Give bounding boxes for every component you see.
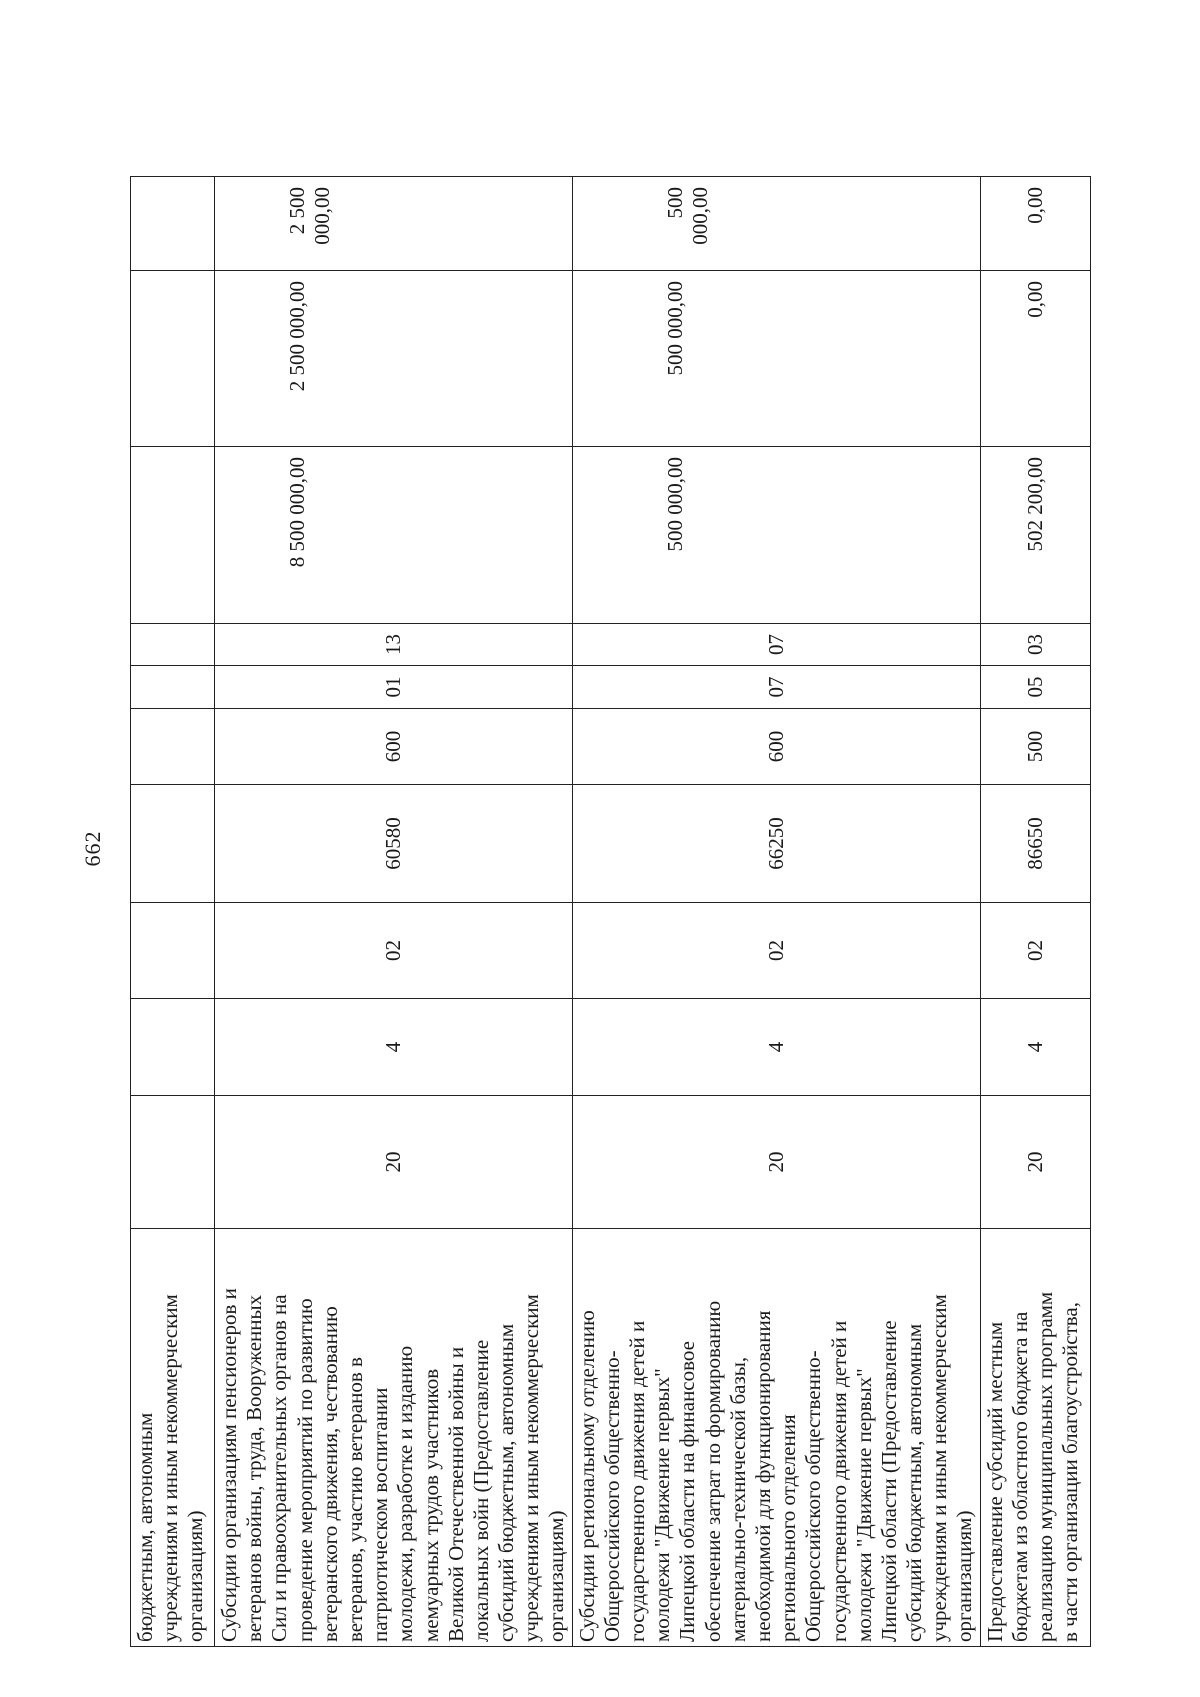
direction-cell: 60580	[215, 785, 573, 903]
amount-1-cell: 8 500 000,00	[215, 447, 573, 624]
subdivision-cell: 07	[572, 624, 980, 666]
program-cell	[131, 999, 215, 1096]
program-cell: 4	[572, 999, 980, 1096]
section-code-cell	[131, 1096, 215, 1229]
table-row	[215, 177, 573, 1647]
row-description: Субсидии организациям пенсионеров и ветеранов войны, труда, Вооруженных Сил и правоохранительных органов на проведение мероприятий по развитию ветеранского движения, чествованию ветеранов, участию ветеранов в патриотическом воспитании молодежи, разработке и изданию мемуарных трудов участников Великой Отечественной войны и локальных войн (Предоставление субсидий бюджетным, автономным учреждениям и иным некоммерческим организациям)	[215, 1229, 573, 1647]
page-number: 662	[80, 830, 105, 867]
subdivision-cell: 03	[980, 624, 1090, 666]
table-row	[131, 177, 215, 1647]
table-row	[980, 177, 1090, 1647]
amount-1-cell: 502 200,00	[980, 447, 1090, 624]
section-code-cell: 20	[980, 1096, 1090, 1229]
subprogram-cell	[131, 903, 215, 999]
amount-2-cell: 2 500 000,00	[215, 271, 573, 447]
direction-cell	[131, 785, 215, 903]
row-description: Предоставление субсидий местным бюджетам из областного бюджета на реализацию муниципальных программ в части организации благоустройства,	[980, 1229, 1090, 1647]
subprogram-cell: 02	[980, 903, 1090, 999]
division-cell: 01	[215, 666, 573, 709]
row-description: Субсидии региональному отделению Общероссийского общественно- государственного движения детей и молодежи "Движение первых" Липецкой области на финансовое обеспечение затрат по формированию материально-технической базы, необходимой для функционирования регионального отделения Общероссийского общественно- государственного движения детей и молодежи "Движение первых" Липецкой области (Предоставление субсидий бюджетным, автономным учреждениям и иным некоммерческим организациям)	[572, 1229, 980, 1647]
amount-2-cell	[131, 271, 215, 447]
division-cell: 07	[572, 666, 980, 709]
amount-3-cell: 500 000,00	[572, 177, 980, 271]
expense-type-cell: 600	[572, 709, 980, 785]
program-cell: 4	[215, 999, 573, 1096]
subprogram-cell: 02	[215, 903, 573, 999]
row-description: бюджетным, автономным учреждениям и иным некоммерческим организациям)	[131, 1229, 215, 1647]
division-cell: 05	[980, 666, 1090, 709]
amount-1-cell	[131, 447, 215, 624]
direction-cell: 86650	[980, 785, 1090, 903]
division-cell	[131, 666, 215, 709]
subdivision-cell	[131, 624, 215, 666]
expense-type-cell: 500	[980, 709, 1090, 785]
amount-3-cell: 2 500 000,00	[215, 177, 573, 271]
amount-2-cell: 0,00	[980, 271, 1090, 447]
expense-type-cell	[131, 709, 215, 785]
table-row	[572, 177, 980, 1647]
amount-3-cell: 0,00	[980, 177, 1090, 271]
program-cell: 4	[980, 999, 1090, 1096]
amount-3-cell	[131, 177, 215, 271]
section-code-cell: 20	[215, 1096, 573, 1229]
direction-cell: 66250	[572, 785, 980, 903]
amount-1-cell: 500 000,00	[572, 447, 980, 624]
expense-type-cell: 600	[215, 709, 573, 785]
subprogram-cell: 02	[572, 903, 980, 999]
budget-table	[130, 176, 1091, 1647]
amount-2-cell: 500 000,00	[572, 271, 980, 447]
subdivision-cell: 13	[215, 624, 573, 666]
section-code-cell: 20	[572, 1096, 980, 1229]
